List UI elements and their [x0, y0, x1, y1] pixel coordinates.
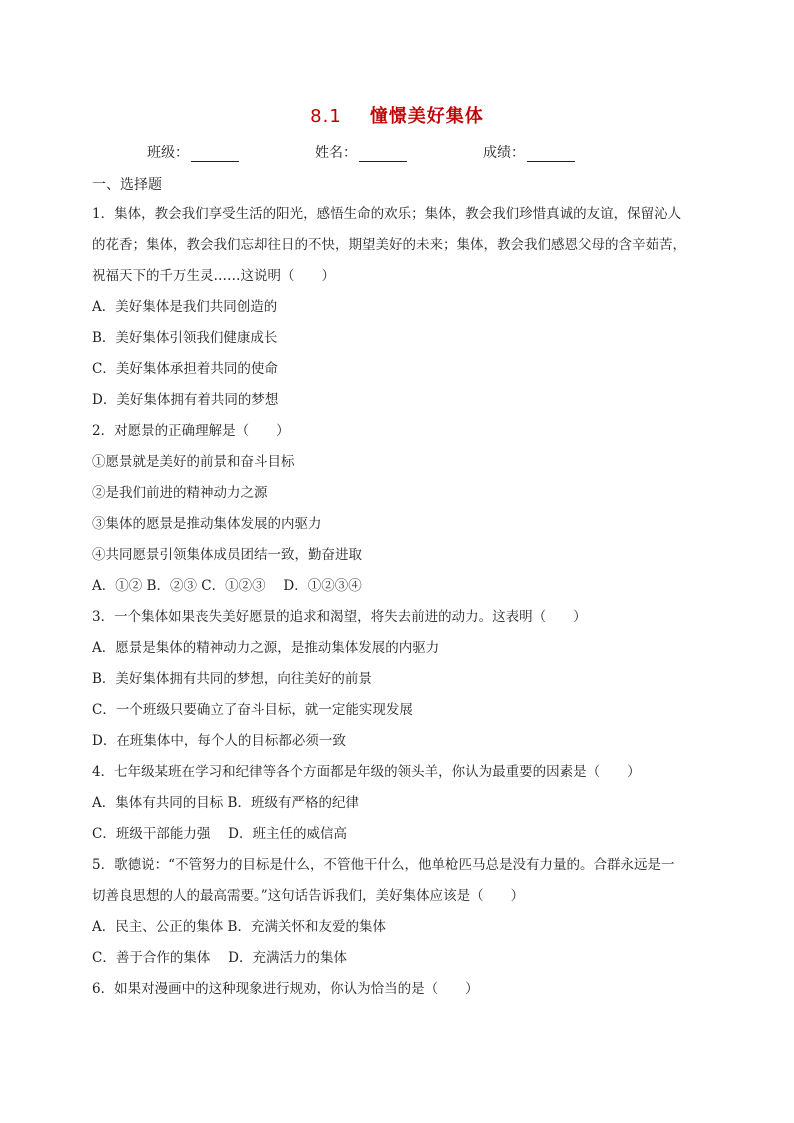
name-label: 姓名：	[315, 145, 357, 161]
text-line: A．①② B．②③ C．①②③ D．①②③④	[92, 578, 362, 594]
section-number: 8.1	[310, 106, 342, 127]
text-line: 5．歌德说：“不管努力的目标是什么，不管他干什么，他单枪匹马总是没有力量的。合群永远是一	[92, 857, 675, 873]
text-line: 1．集体，教会我们享受生活的阳光，感悟生命的欢乐；集体，教会我们珍惜真诚的友谊，保留沁人	[92, 206, 682, 222]
text-line: 2．对愿景的正确理解是（ ）	[92, 423, 290, 439]
score-field	[483, 142, 575, 162]
text-line: C．善于合作的集体 D．充满活力的集体	[92, 950, 347, 966]
text-line: D．在班集体中，每个人的目标都必须一致	[92, 733, 346, 749]
title-text: 憧憬美好集体	[369, 106, 484, 127]
question-content	[92, 175, 708, 1005]
section-title: 一、选择题	[92, 177, 162, 193]
text-line: B．美好集体拥有共同的梦想，向往美好的前景	[92, 671, 372, 687]
name-field	[315, 142, 407, 162]
text-line: 6．如果对漫画中的这种现象进行规劝，你认为恰当的是（ ）	[92, 981, 479, 997]
text-line: 4．七年级某班在学习和纪律等各个方面都是年级的领头羊，你认为最重要的因素是（ ）	[92, 764, 641, 780]
class-blank[interactable]	[191, 147, 239, 162]
text-line: 祝福天下的千万生灵……这说明（ ）	[92, 268, 335, 284]
text-line: B．美好集体引领我们健康成长	[92, 330, 278, 346]
text-line: D．美好集体拥有着共同的梦想	[92, 392, 279, 408]
text-line: ③集体的愿景是推动集体发展的内驱力	[92, 516, 322, 532]
text-line: A．美好集体是我们共同创造的	[92, 299, 278, 315]
text-line: A．民主、公正的集体 B．充满关怀和友爱的集体	[92, 919, 386, 935]
text-line: 切善良思想的人的最高需要。”这句话告诉我们，美好集体应该是（ ）	[92, 888, 525, 904]
text-line: A．集体有共同的目标 B．班级有严格的纪律	[92, 795, 359, 811]
question-lines	[92, 199, 708, 1005]
text-line: A．愿景是集体的精神动力之源，是推动集体发展的内驱力	[92, 640, 440, 656]
text-line: ④共同愿景引领集体成员团结一致，勤奋进取	[92, 547, 362, 563]
text-line: ①愿景就是美好的前景和奋斗目标	[92, 454, 295, 470]
name-blank[interactable]	[359, 147, 407, 162]
text-line: C．美好集体承担着共同的使命	[92, 361, 278, 377]
class-field	[147, 142, 239, 162]
class-label: 班级：	[147, 145, 189, 161]
text-line: 的花香；集体，教会我们忘却往日的不快，期望美好的未来；集体，教会我们感恩父母的含辛茹苦，	[92, 237, 686, 253]
score-blank[interactable]	[527, 147, 575, 162]
text-line: ②是我们前进的精神动力之源	[92, 485, 268, 501]
text-line: 3．一个集体如果丧失美好愿景的追求和渴望，将失去前进的动力。这表明（ ）	[92, 609, 587, 625]
text-line: C．班级干部能力强 D．班主任的威信高	[92, 826, 347, 842]
score-label: 成绩：	[483, 145, 525, 161]
page-title	[0, 102, 794, 128]
text-line: C．一个班级只要确立了奋斗目标，就一定能实现发展	[92, 702, 413, 718]
